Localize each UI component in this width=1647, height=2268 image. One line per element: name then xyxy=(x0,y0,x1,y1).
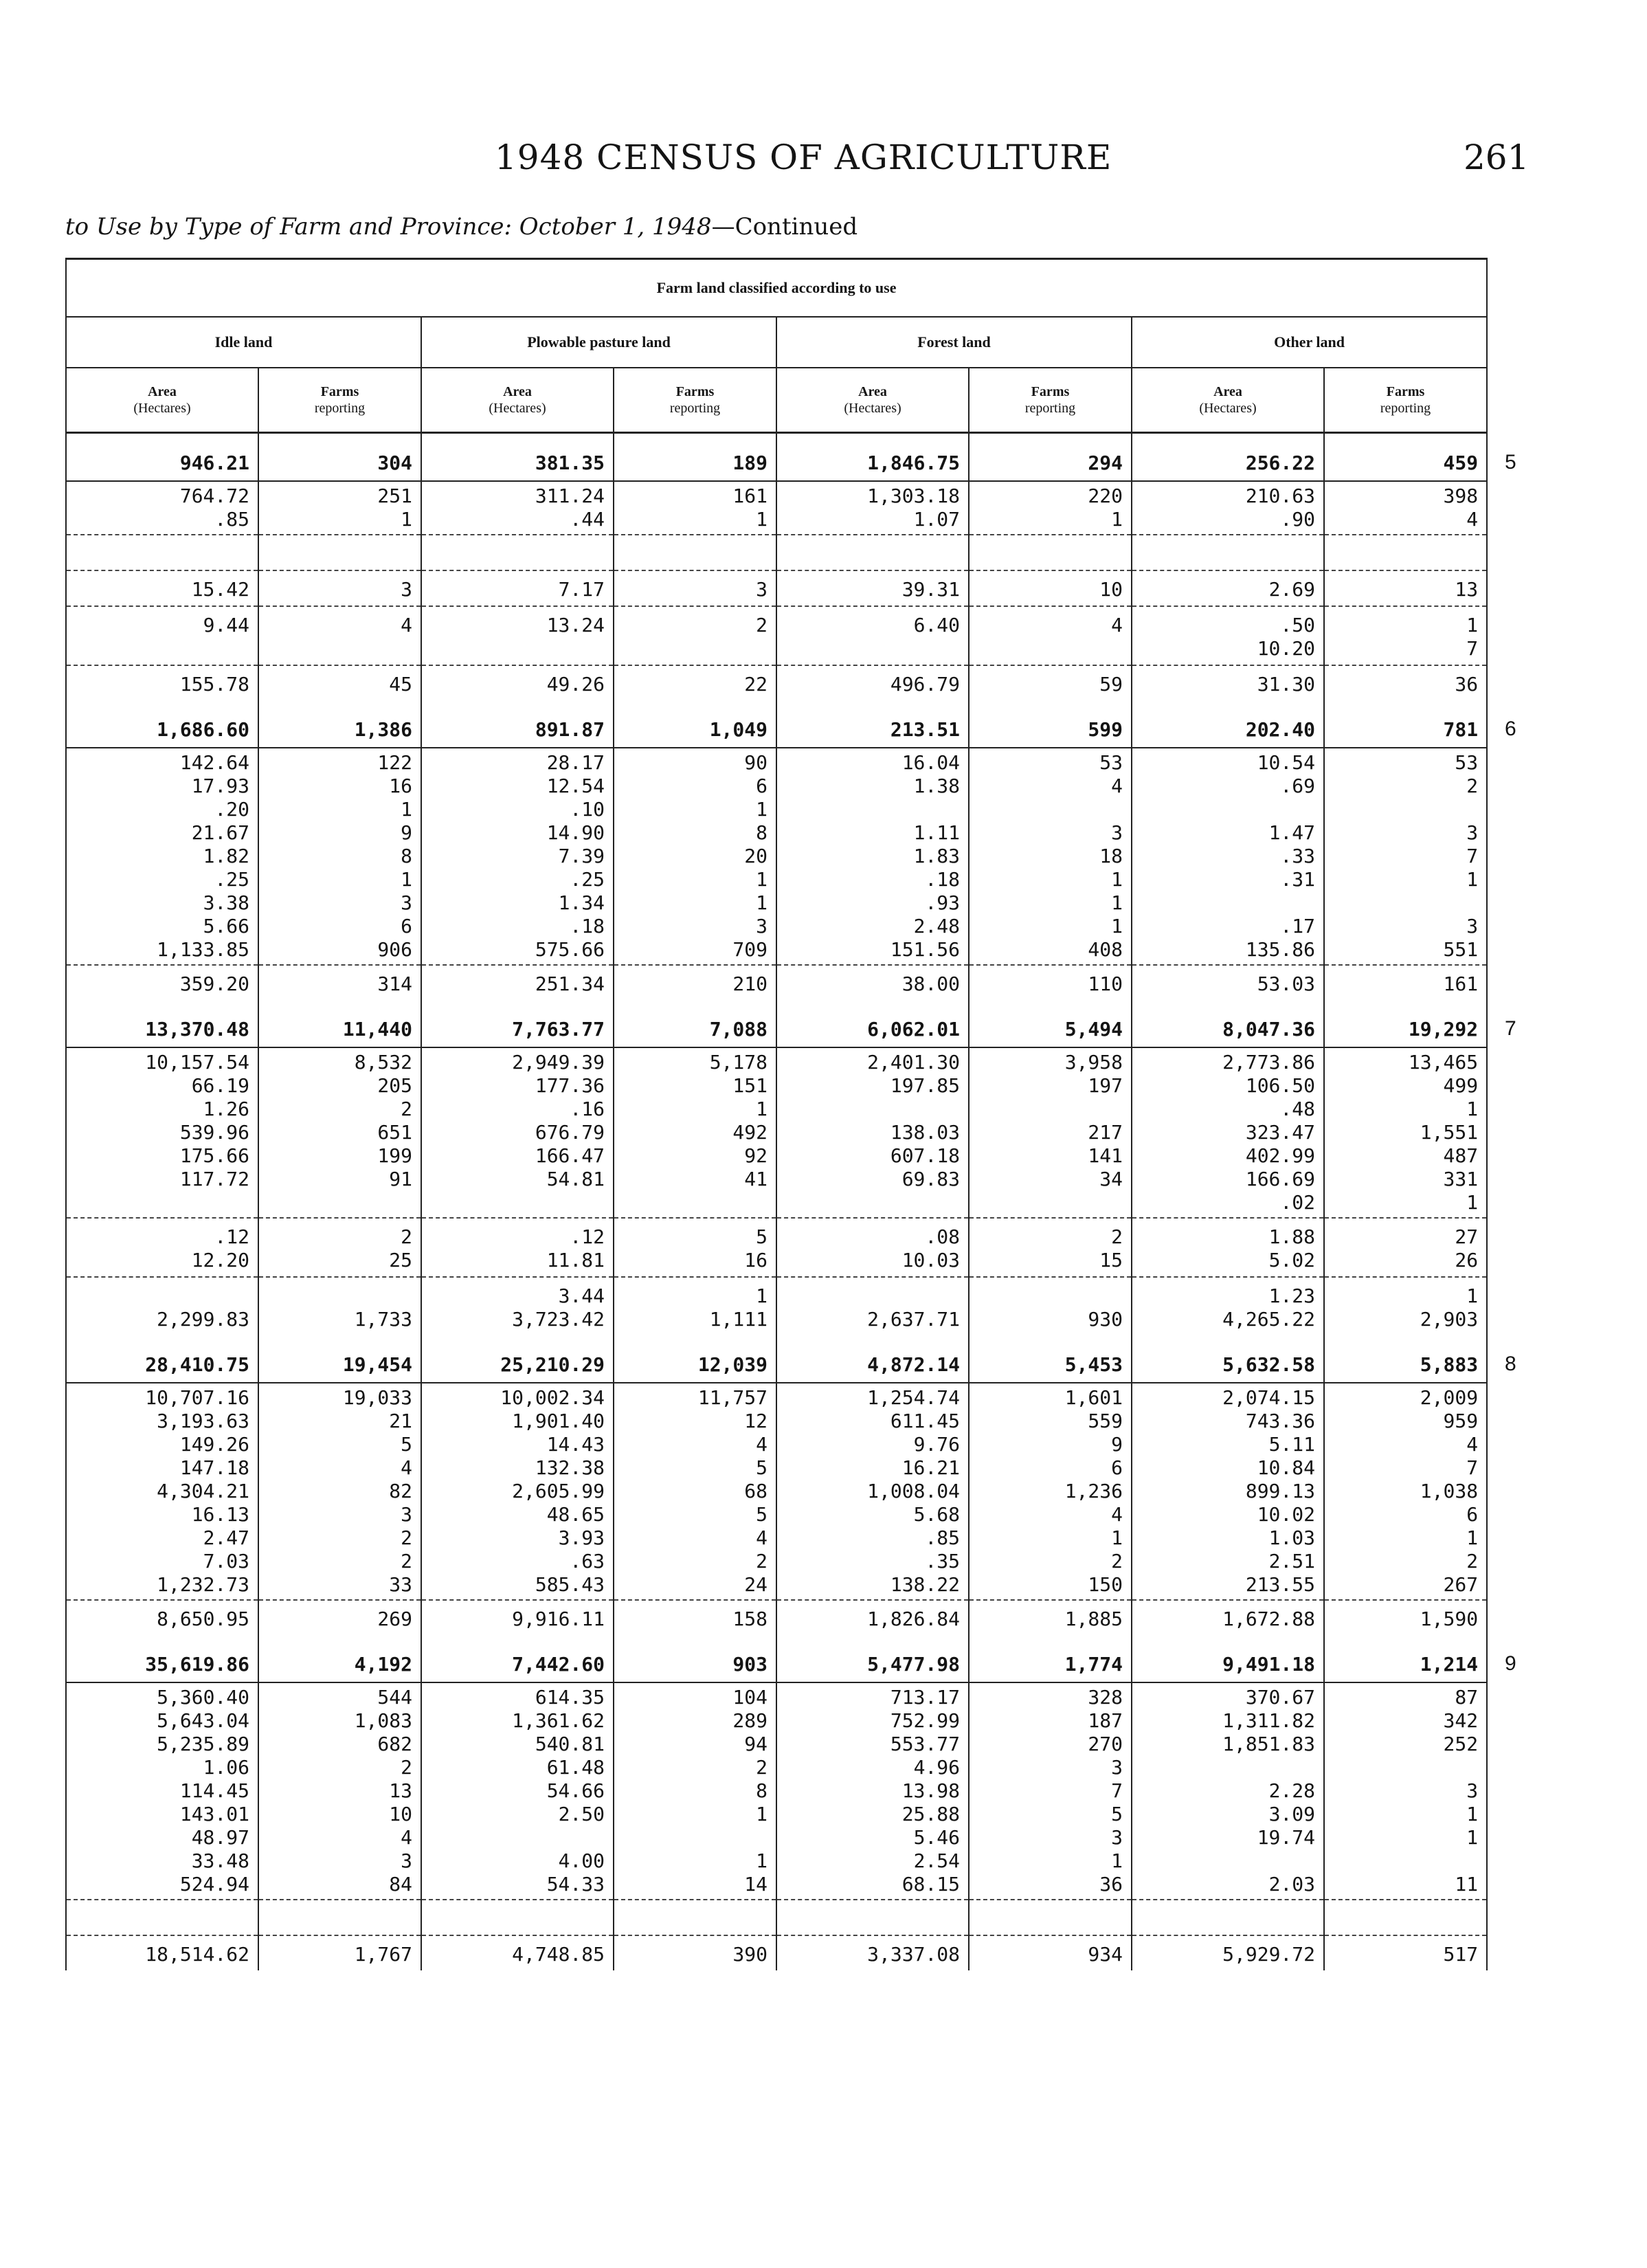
province-marker: 8 xyxy=(1505,1353,1516,1375)
col-header-farms-reporting xyxy=(258,368,421,433)
area-cell: 202.40 xyxy=(1132,700,1324,748)
farms-cell xyxy=(969,1900,1132,1935)
page-title: 1948 CENSUS OF AGRICULTURE xyxy=(495,137,1112,177)
farms-cell: 90 6 1 8 20 1 1 3 709 xyxy=(614,748,776,965)
area-cell xyxy=(421,535,614,570)
col-header-farms-reporting xyxy=(1324,368,1487,433)
area-cell: 2,949.39 177.36 .16 676.79 166.47 54.81 xyxy=(421,1047,614,1218)
group-header-idle-land: Idle land xyxy=(66,317,421,368)
continued-label: —Continued xyxy=(711,213,858,241)
area-cell: 2,637.71 xyxy=(776,1277,969,1335)
farms-cell: 19,033 21 5 4 82 3 2 2 33 xyxy=(258,1383,421,1600)
area-cell: 15.42 xyxy=(66,570,258,606)
province-marker: 7 xyxy=(1505,1017,1516,1040)
area-unit: (Hectares) xyxy=(844,401,901,416)
area-cell: 49.26 xyxy=(421,665,614,700)
area-cell: 5,929.72 xyxy=(1132,1935,1324,1970)
area-cell: 370.67 1,311.82 1,851.83 2.28 3.09 19.74 2.03 xyxy=(1132,1682,1324,1900)
data-block-row xyxy=(66,570,1487,606)
farms-cell: 1,733 xyxy=(258,1277,421,1335)
farms-unit: reporting xyxy=(1024,401,1076,416)
farms-cell: 2,009 959 4 7 1,038 6 1 2 267 xyxy=(1324,1383,1487,1600)
farms-cell: 122 16 1 9 8 1 3 6 906 xyxy=(258,748,421,965)
area-cell: 496.79 xyxy=(776,665,969,700)
farms-cell: 3 xyxy=(258,570,421,606)
area-cell xyxy=(66,535,258,570)
province-total-row xyxy=(66,1335,1487,1383)
area-unit: (Hectares) xyxy=(1199,401,1257,416)
province-total-row xyxy=(66,433,1487,482)
area-unit: (Hectares) xyxy=(133,401,191,416)
farms-cell: 5 16 xyxy=(614,1218,776,1277)
farms-cell: 53 2 3 7 1 3 551 xyxy=(1324,748,1487,965)
area-cell: 381.35 xyxy=(421,433,614,482)
farms-cell: 59 xyxy=(969,665,1132,700)
area-cell: 7.17 xyxy=(421,570,614,606)
area-cell: 359.20 xyxy=(66,965,258,1000)
col-header-farms-reporting xyxy=(969,368,1132,433)
farms-cell: 210 xyxy=(614,965,776,1000)
farms-cell: 1 1,111 xyxy=(614,1277,776,1335)
area-cell: 8,047.36 xyxy=(1132,1000,1324,1047)
area-cell: .50 10.20 xyxy=(1132,606,1324,665)
area-cell: 1,826.84 xyxy=(776,1600,969,1635)
farms-cell: 104 289 94 2 8 1 1 14 xyxy=(614,1682,776,1900)
farms-cell: 390 xyxy=(614,1935,776,1970)
census-table xyxy=(65,258,1488,1970)
farms-cell xyxy=(258,1900,421,1935)
farms-cell: 12,039 xyxy=(614,1335,776,1383)
farms-cell: 269 xyxy=(258,1600,421,1635)
col-header-farms-reporting xyxy=(614,368,776,433)
farms-cell xyxy=(969,535,1132,570)
farms-cell: 4,192 xyxy=(258,1635,421,1682)
area-cell: 764.72 .85 xyxy=(66,481,258,535)
farms-cell: 459 xyxy=(1324,433,1487,482)
area-cell: 1,686.60 xyxy=(66,700,258,748)
farms-cell: 161 xyxy=(1324,965,1487,1000)
province-total-row xyxy=(66,1635,1487,1682)
farms-cell: 5,494 xyxy=(969,1000,1132,1047)
area-cell: 2,074.15 743.36 5.11 10.84 899.13 10.02 1.03 2.51 213.55 xyxy=(1132,1383,1324,1600)
area-cell: 9.44 xyxy=(66,606,258,665)
area-cell: 10.54 .69 1.47 .33 .31 .17 135.86 xyxy=(1132,748,1324,965)
area-label: Area xyxy=(858,384,887,399)
farms-cell: 11,757 12 4 5 68 5 4 2 24 xyxy=(614,1383,776,1600)
area-label: Area xyxy=(503,384,532,399)
col-header-area xyxy=(421,368,614,433)
farms-cell: 2 25 xyxy=(258,1218,421,1277)
subtitle-text: to Use by Type of Farm and Province: October 1, 1948 xyxy=(65,213,712,241)
farms-cell: 22 xyxy=(614,665,776,700)
farms-cell: 2 xyxy=(614,606,776,665)
farms-cell xyxy=(1324,535,1487,570)
farms-cell: 110 xyxy=(969,965,1132,1000)
area-cell: 18,514.62 xyxy=(66,1935,258,1970)
area-cell: 1,846.75 xyxy=(776,433,969,482)
area-cell: 213.51 xyxy=(776,700,969,748)
farms-cell xyxy=(614,1900,776,1935)
area-cell: 1.88 5.02 xyxy=(1132,1218,1324,1277)
data-block-row xyxy=(66,481,1487,535)
data-block-row xyxy=(66,1383,1487,1600)
area-cell: 5,477.98 xyxy=(776,1635,969,1682)
farms-cell: 304 xyxy=(258,433,421,482)
area-cell: 5,632.58 xyxy=(1132,1335,1324,1383)
province-marker: 6 xyxy=(1505,718,1516,740)
area-cell: 946.21 xyxy=(66,433,258,482)
farms-cell: 189 xyxy=(614,433,776,482)
area-cell: 13.24 xyxy=(421,606,614,665)
farms-cell: 1 7 xyxy=(1324,606,1487,665)
farms-cell: 398 4 xyxy=(1324,481,1487,535)
area-cell: 8,650.95 xyxy=(66,1600,258,1635)
area-cell: 3,337.08 xyxy=(776,1935,969,1970)
area-cell: 614.35 1,361.62 540.81 61.48 54.66 2.50 4.00 54.33 xyxy=(421,1682,614,1900)
farms-label: Farms xyxy=(1386,384,1425,399)
area-cell: 38.00 xyxy=(776,965,969,1000)
area-cell: 6.40 xyxy=(776,606,969,665)
farms-cell: 45 xyxy=(258,665,421,700)
farms-cell: 544 1,083 682 2 13 10 4 3 84 xyxy=(258,1682,421,1900)
farms-cell: 19,454 xyxy=(258,1335,421,1383)
area-cell: 251.34 xyxy=(421,965,614,1000)
area-cell: 35,619.86 xyxy=(66,1635,258,1682)
group-header-other-land: Other land xyxy=(1132,317,1487,368)
farms-cell: 220 1 xyxy=(969,481,1132,535)
data-block-row xyxy=(66,1900,1487,1935)
area-cell xyxy=(421,1900,614,1935)
farms-cell: 5,178 151 1 492 92 41 xyxy=(614,1047,776,1218)
farms-cell xyxy=(1324,1900,1487,1935)
farms-cell: 3 xyxy=(614,570,776,606)
area-cell: 39.31 xyxy=(776,570,969,606)
province-marker: 5 xyxy=(1505,451,1516,474)
area-cell: 2.69 xyxy=(1132,570,1324,606)
farms-cell: 53 4 3 18 1 1 1 408 xyxy=(969,748,1132,965)
area-cell: 1,254.74 611.45 9.76 16.21 1,008.04 5.68 .85 .35 138.22 xyxy=(776,1383,969,1600)
col-header-area xyxy=(1132,368,1324,433)
area-cell: 6,062.01 xyxy=(776,1000,969,1047)
data-block-row xyxy=(66,965,1487,1000)
group-header-plowable-pasture: Plowable pasture land xyxy=(421,317,776,368)
farms-cell: 158 xyxy=(614,1600,776,1635)
area-unit: (Hectares) xyxy=(489,401,546,416)
data-block-row xyxy=(66,1682,1487,1900)
area-label: Area xyxy=(148,384,177,399)
farms-cell: 1,601 559 9 6 1,236 4 1 2 150 xyxy=(969,1383,1132,1600)
area-cell: 210.63 .90 xyxy=(1132,481,1324,535)
area-cell xyxy=(1132,1900,1324,1935)
farms-cell: 328 187 270 3 7 5 3 1 36 xyxy=(969,1682,1132,1900)
farms-cell: 7,088 xyxy=(614,1000,776,1047)
farms-cell: 4 xyxy=(969,606,1132,665)
farms-cell: 13,465 499 1 1,551 487 331 1 xyxy=(1324,1047,1487,1218)
province-total-row xyxy=(66,700,1487,748)
area-cell: 9,916.11 xyxy=(421,1600,614,1635)
farms-cell: 1,590 xyxy=(1324,1600,1487,1635)
farms-cell: 1,767 xyxy=(258,1935,421,1970)
data-block-row xyxy=(66,1047,1487,1218)
area-cell: 311.24 .44 xyxy=(421,481,614,535)
area-cell: 5,360.40 5,643.04 5,235.89 1.06 114.45 143.01 48.97 33.48 524.94 xyxy=(66,1682,258,1900)
data-block-row xyxy=(66,1600,1487,1635)
area-cell: 10,157.54 66.19 1.26 539.96 175.66 117.72 xyxy=(66,1047,258,1218)
area-cell: 4,872.14 xyxy=(776,1335,969,1383)
farms-cell: 4 xyxy=(258,606,421,665)
area-cell: 142.64 17.93 .20 21.67 1.82 .25 3.38 5.66 1,133.85 xyxy=(66,748,258,965)
farms-cell: 934 xyxy=(969,1935,1132,1970)
farms-cell: 19,292 xyxy=(1324,1000,1487,1047)
farms-cell: 294 xyxy=(969,433,1132,482)
farms-cell: 8,532 205 2 651 199 91 xyxy=(258,1047,421,1218)
table-top-header: Farm land classified according to use xyxy=(66,259,1487,318)
area-cell: 2,773.86 106.50 .48 323.47 402.99 166.69 .02 xyxy=(1132,1047,1324,1218)
area-cell: .12 12.20 xyxy=(66,1218,258,1277)
area-cell: 1,672.88 xyxy=(1132,1600,1324,1635)
farms-cell: 5,453 xyxy=(969,1335,1132,1383)
group-header-forest-land: Forest land xyxy=(776,317,1132,368)
data-block-row xyxy=(66,1277,1487,1335)
col-header-area xyxy=(776,368,969,433)
area-cell: 4,748.85 xyxy=(421,1935,614,1970)
data-block-row xyxy=(66,748,1487,965)
farms-cell: 1,214 xyxy=(1324,1635,1487,1682)
area-cell: 9,491.18 xyxy=(1132,1635,1324,1682)
area-cell: 155.78 xyxy=(66,665,258,700)
area-cell: 28.17 12.54 .10 14.90 7.39 .25 1.34 .18 575.66 xyxy=(421,748,614,965)
area-cell: 1.23 4,265.22 xyxy=(1132,1277,1324,1335)
farms-cell: 13 xyxy=(1324,570,1487,606)
area-cell: 7,442.60 xyxy=(421,1635,614,1682)
province-total-row xyxy=(66,1000,1487,1047)
farms-label: Farms xyxy=(675,384,715,399)
farms-label: Farms xyxy=(1031,384,1070,399)
farms-unit: reporting xyxy=(669,401,721,416)
area-label: Area xyxy=(1213,384,1242,399)
farms-unit: reporting xyxy=(1380,401,1431,416)
farms-cell: 1,386 xyxy=(258,700,421,748)
area-cell: 53.03 xyxy=(1132,965,1324,1000)
farms-cell: 2 15 xyxy=(969,1218,1132,1277)
farms-label: Farms xyxy=(320,384,359,399)
farms-cell: 1,885 xyxy=(969,1600,1132,1635)
area-cell: 10,707.16 3,193.63 149.26 147.18 4,304.21 16.13 2.47 7.03 1,232.73 xyxy=(66,1383,258,1600)
farms-cell: 10 xyxy=(969,570,1132,606)
farms-cell: 251 1 xyxy=(258,481,421,535)
area-cell: 1,303.18 1.07 xyxy=(776,481,969,535)
area-cell: 7,763.77 xyxy=(421,1000,614,1047)
farms-cell: 3,958 197 217 141 34 xyxy=(969,1047,1132,1218)
farms-cell xyxy=(614,535,776,570)
area-cell: 28,410.75 xyxy=(66,1335,258,1383)
area-cell xyxy=(776,535,969,570)
farms-cell: 11,440 xyxy=(258,1000,421,1047)
farms-cell: 517 xyxy=(1324,1935,1487,1970)
data-block-row xyxy=(66,1218,1487,1277)
farms-cell: 599 xyxy=(969,700,1132,748)
area-cell: 2,299.83 xyxy=(66,1277,258,1335)
area-cell: 13,370.48 xyxy=(66,1000,258,1047)
area-cell xyxy=(776,1900,969,1935)
farms-cell: 27 26 xyxy=(1324,1218,1487,1277)
farms-cell: 1 2,903 xyxy=(1324,1277,1487,1335)
data-block-row xyxy=(66,1935,1487,1970)
farms-cell: 903 xyxy=(614,1635,776,1682)
area-cell: 3.44 3,723.42 xyxy=(421,1277,614,1335)
page-number: 261 xyxy=(1464,137,1530,177)
farms-cell: 1,049 xyxy=(614,700,776,748)
area-cell xyxy=(66,1900,258,1935)
farms-cell: 87 342 252 3 1 1 11 xyxy=(1324,1682,1487,1900)
data-block-row xyxy=(66,665,1487,700)
area-cell: 256.22 xyxy=(1132,433,1324,482)
data-block-row xyxy=(66,606,1487,665)
farms-unit: reporting xyxy=(314,401,366,416)
area-cell: 2,401.30 197.85 138.03 607.18 69.83 xyxy=(776,1047,969,1218)
province-marker: 9 xyxy=(1505,1652,1516,1675)
farms-cell xyxy=(258,535,421,570)
area-cell: .12 11.81 xyxy=(421,1218,614,1277)
farms-cell: 930 xyxy=(969,1277,1132,1335)
area-cell: 25,210.29 xyxy=(421,1335,614,1383)
farms-cell: 36 xyxy=(1324,665,1487,700)
farms-cell: 161 1 xyxy=(614,481,776,535)
area-cell: .08 10.03 xyxy=(776,1218,969,1277)
area-cell: 891.87 xyxy=(421,700,614,748)
area-cell: 31.30 xyxy=(1132,665,1324,700)
farms-cell: 314 xyxy=(258,965,421,1000)
area-cell: 10,002.34 1,901.40 14.43 132.38 2,605.99 48.65 3.93 .63 585.43 xyxy=(421,1383,614,1600)
area-cell xyxy=(1132,535,1324,570)
data-block-row xyxy=(66,535,1487,570)
area-cell: 16.04 1.38 1.11 1.83 .18 .93 2.48 151.56 xyxy=(776,748,969,965)
table-subtitle xyxy=(65,213,858,241)
col-header-area xyxy=(66,368,258,433)
farms-cell: 1,774 xyxy=(969,1635,1132,1682)
farms-cell: 781 xyxy=(1324,700,1487,748)
farms-cell: 5,883 xyxy=(1324,1335,1487,1383)
area-cell: 713.17 752.99 553.77 4.96 13.98 25.88 5.46 2.54 68.15 xyxy=(776,1682,969,1900)
